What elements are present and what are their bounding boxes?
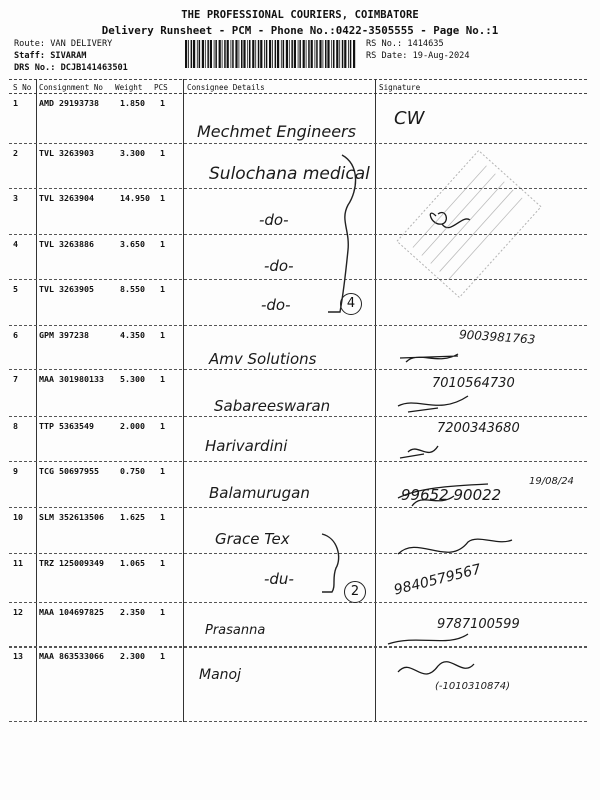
row-weight: 0.750 bbox=[120, 466, 145, 476]
runsheet-subtitle: Delivery Runsheet - PCM - Phone No.:0422-3505555 - Page No.:1 bbox=[101, 24, 499, 37]
row-consignment: TRZ 125009349 bbox=[39, 558, 104, 568]
row-weight: 14.950 bbox=[120, 193, 150, 203]
row-pcs: 1 bbox=[160, 558, 165, 568]
staff-label: Staff: bbox=[14, 51, 46, 61]
row-pcs: 1 bbox=[160, 421, 165, 431]
row-consignee: Prasanna bbox=[205, 623, 266, 638]
rs-date-value: 19-Aug-2024 bbox=[412, 51, 470, 61]
table-header bbox=[9, 79, 587, 94]
row-consignee: Mechmet Engineers bbox=[197, 122, 356, 141]
group-count-badge: 2 bbox=[344, 581, 366, 603]
row-pcs: 1 bbox=[160, 148, 165, 158]
col-pcs: PCS bbox=[154, 83, 168, 92]
col-signature: Signature bbox=[379, 83, 421, 92]
row-sno: 12 bbox=[13, 607, 23, 617]
row-consignment: MAA 863533066 bbox=[39, 651, 104, 661]
date-note: 19/08/24 bbox=[529, 476, 574, 487]
rs-date-label: RS Date: bbox=[366, 51, 408, 61]
row-sno: 2 bbox=[13, 148, 18, 158]
row-sno: 3 bbox=[13, 193, 18, 203]
staff-value: SIVARAM bbox=[50, 51, 87, 61]
row-sno: 6 bbox=[13, 330, 18, 340]
row-consignment: MAA 104697825 bbox=[39, 607, 104, 617]
row-sno: 10 bbox=[13, 512, 23, 522]
col-sno: S No bbox=[13, 83, 32, 92]
row-consignee: Sabareeswaran bbox=[214, 397, 331, 415]
rs-no-value: 1414635 bbox=[407, 39, 444, 49]
row-weight: 4.350 bbox=[120, 330, 145, 340]
row-sno: 1 bbox=[13, 98, 18, 108]
row-pcs: 1 bbox=[160, 374, 165, 384]
row-consignee: -do- bbox=[261, 296, 291, 314]
row-pcs: 1 bbox=[160, 512, 165, 522]
row-signature: 99652 90022 bbox=[401, 486, 502, 504]
row-signature: 7200343680 bbox=[437, 421, 520, 436]
row-sno: 11 bbox=[13, 558, 23, 568]
row-consignee: -do- bbox=[259, 211, 289, 229]
row-weight: 3.300 bbox=[120, 148, 145, 158]
row-consignment: SLM 352613506 bbox=[39, 512, 104, 522]
row-pcs: 1 bbox=[160, 607, 165, 617]
row-weight: 8.550 bbox=[120, 284, 145, 294]
rs-block bbox=[366, 38, 470, 62]
row-consignee: Sulochana medical bbox=[209, 164, 370, 184]
col-weight: Weight bbox=[115, 83, 143, 92]
bracket-icon bbox=[320, 150, 365, 320]
row-consignment: TVL 3263905 bbox=[39, 284, 94, 294]
route-staff-block bbox=[14, 38, 128, 74]
row-consignee: Amv Solutions bbox=[209, 350, 317, 368]
row-consignee: Manoj bbox=[199, 667, 241, 683]
route-label: Route: bbox=[14, 39, 46, 49]
drs-value: DCJB141463501 bbox=[60, 63, 128, 73]
route-value: VAN DELIVERY bbox=[50, 39, 113, 49]
row-weight: 1.850 bbox=[120, 98, 145, 108]
row-signature: (-1010310874) bbox=[435, 681, 511, 692]
row-pcs: 1 bbox=[160, 330, 165, 340]
rs-no-label: RS No.: bbox=[366, 39, 403, 49]
row-weight: 1.065 bbox=[120, 558, 145, 568]
row-pcs: 1 bbox=[160, 466, 165, 476]
row-sno: 4 bbox=[13, 239, 18, 249]
row-consignee: -du- bbox=[264, 570, 294, 588]
row-pcs: 1 bbox=[160, 239, 165, 249]
row-consignment: AMD 29193738 bbox=[39, 98, 99, 108]
drs-label: DRS No.: bbox=[14, 63, 56, 73]
row-signature: 9840579567 bbox=[392, 561, 483, 599]
row-consignment: TTP 5363549 bbox=[39, 421, 94, 431]
row-signature: 7010564730 bbox=[432, 376, 515, 391]
row-weight: 1.625 bbox=[120, 512, 145, 522]
row-pcs: 1 bbox=[160, 98, 165, 108]
row-sno: 8 bbox=[13, 421, 18, 431]
row-weight: 2.000 bbox=[120, 421, 145, 431]
row-sno: 5 bbox=[13, 284, 18, 294]
row-consignee: -do- bbox=[264, 257, 294, 275]
row-weight: 2.300 bbox=[120, 651, 145, 661]
row-consignee: Grace Tex bbox=[215, 530, 290, 548]
row-signature: CW bbox=[394, 108, 425, 129]
row-consignee: Balamurugan bbox=[209, 484, 310, 502]
row-consignment: TVL 3263904 bbox=[39, 193, 94, 203]
row-consignment: GPM 397238 bbox=[39, 330, 89, 340]
row-signature: 9003981763 bbox=[458, 327, 536, 347]
row-consignment: MAA 301980133 bbox=[39, 374, 104, 384]
row-weight: 2.350 bbox=[120, 607, 145, 617]
row-weight: 5.300 bbox=[120, 374, 145, 384]
row-consignment: TVL 3263903 bbox=[39, 148, 94, 158]
barcode-icon bbox=[183, 38, 359, 70]
col-consignee: Consignee Details bbox=[187, 83, 265, 92]
row-sno: 7 bbox=[13, 374, 18, 384]
row-pcs: 1 bbox=[160, 193, 165, 203]
group-count-badge: 4 bbox=[340, 293, 362, 315]
col-consignment: Consignment No bbox=[39, 83, 104, 92]
row-pcs: 1 bbox=[160, 651, 165, 661]
row-consignment: TCG 50697955 bbox=[39, 466, 99, 476]
row-consignment: TVL 3263886 bbox=[39, 239, 94, 249]
company-title: THE PROFESSIONAL COURIERS, COIMBATORE bbox=[181, 9, 419, 21]
row-consignee: Harivardini bbox=[205, 437, 288, 455]
row-weight: 3.650 bbox=[120, 239, 145, 249]
row-sno: 9 bbox=[13, 466, 18, 476]
row-pcs: 1 bbox=[160, 284, 165, 294]
row-signature: 9787100599 bbox=[437, 617, 520, 632]
row-sno: 13 bbox=[13, 651, 23, 661]
